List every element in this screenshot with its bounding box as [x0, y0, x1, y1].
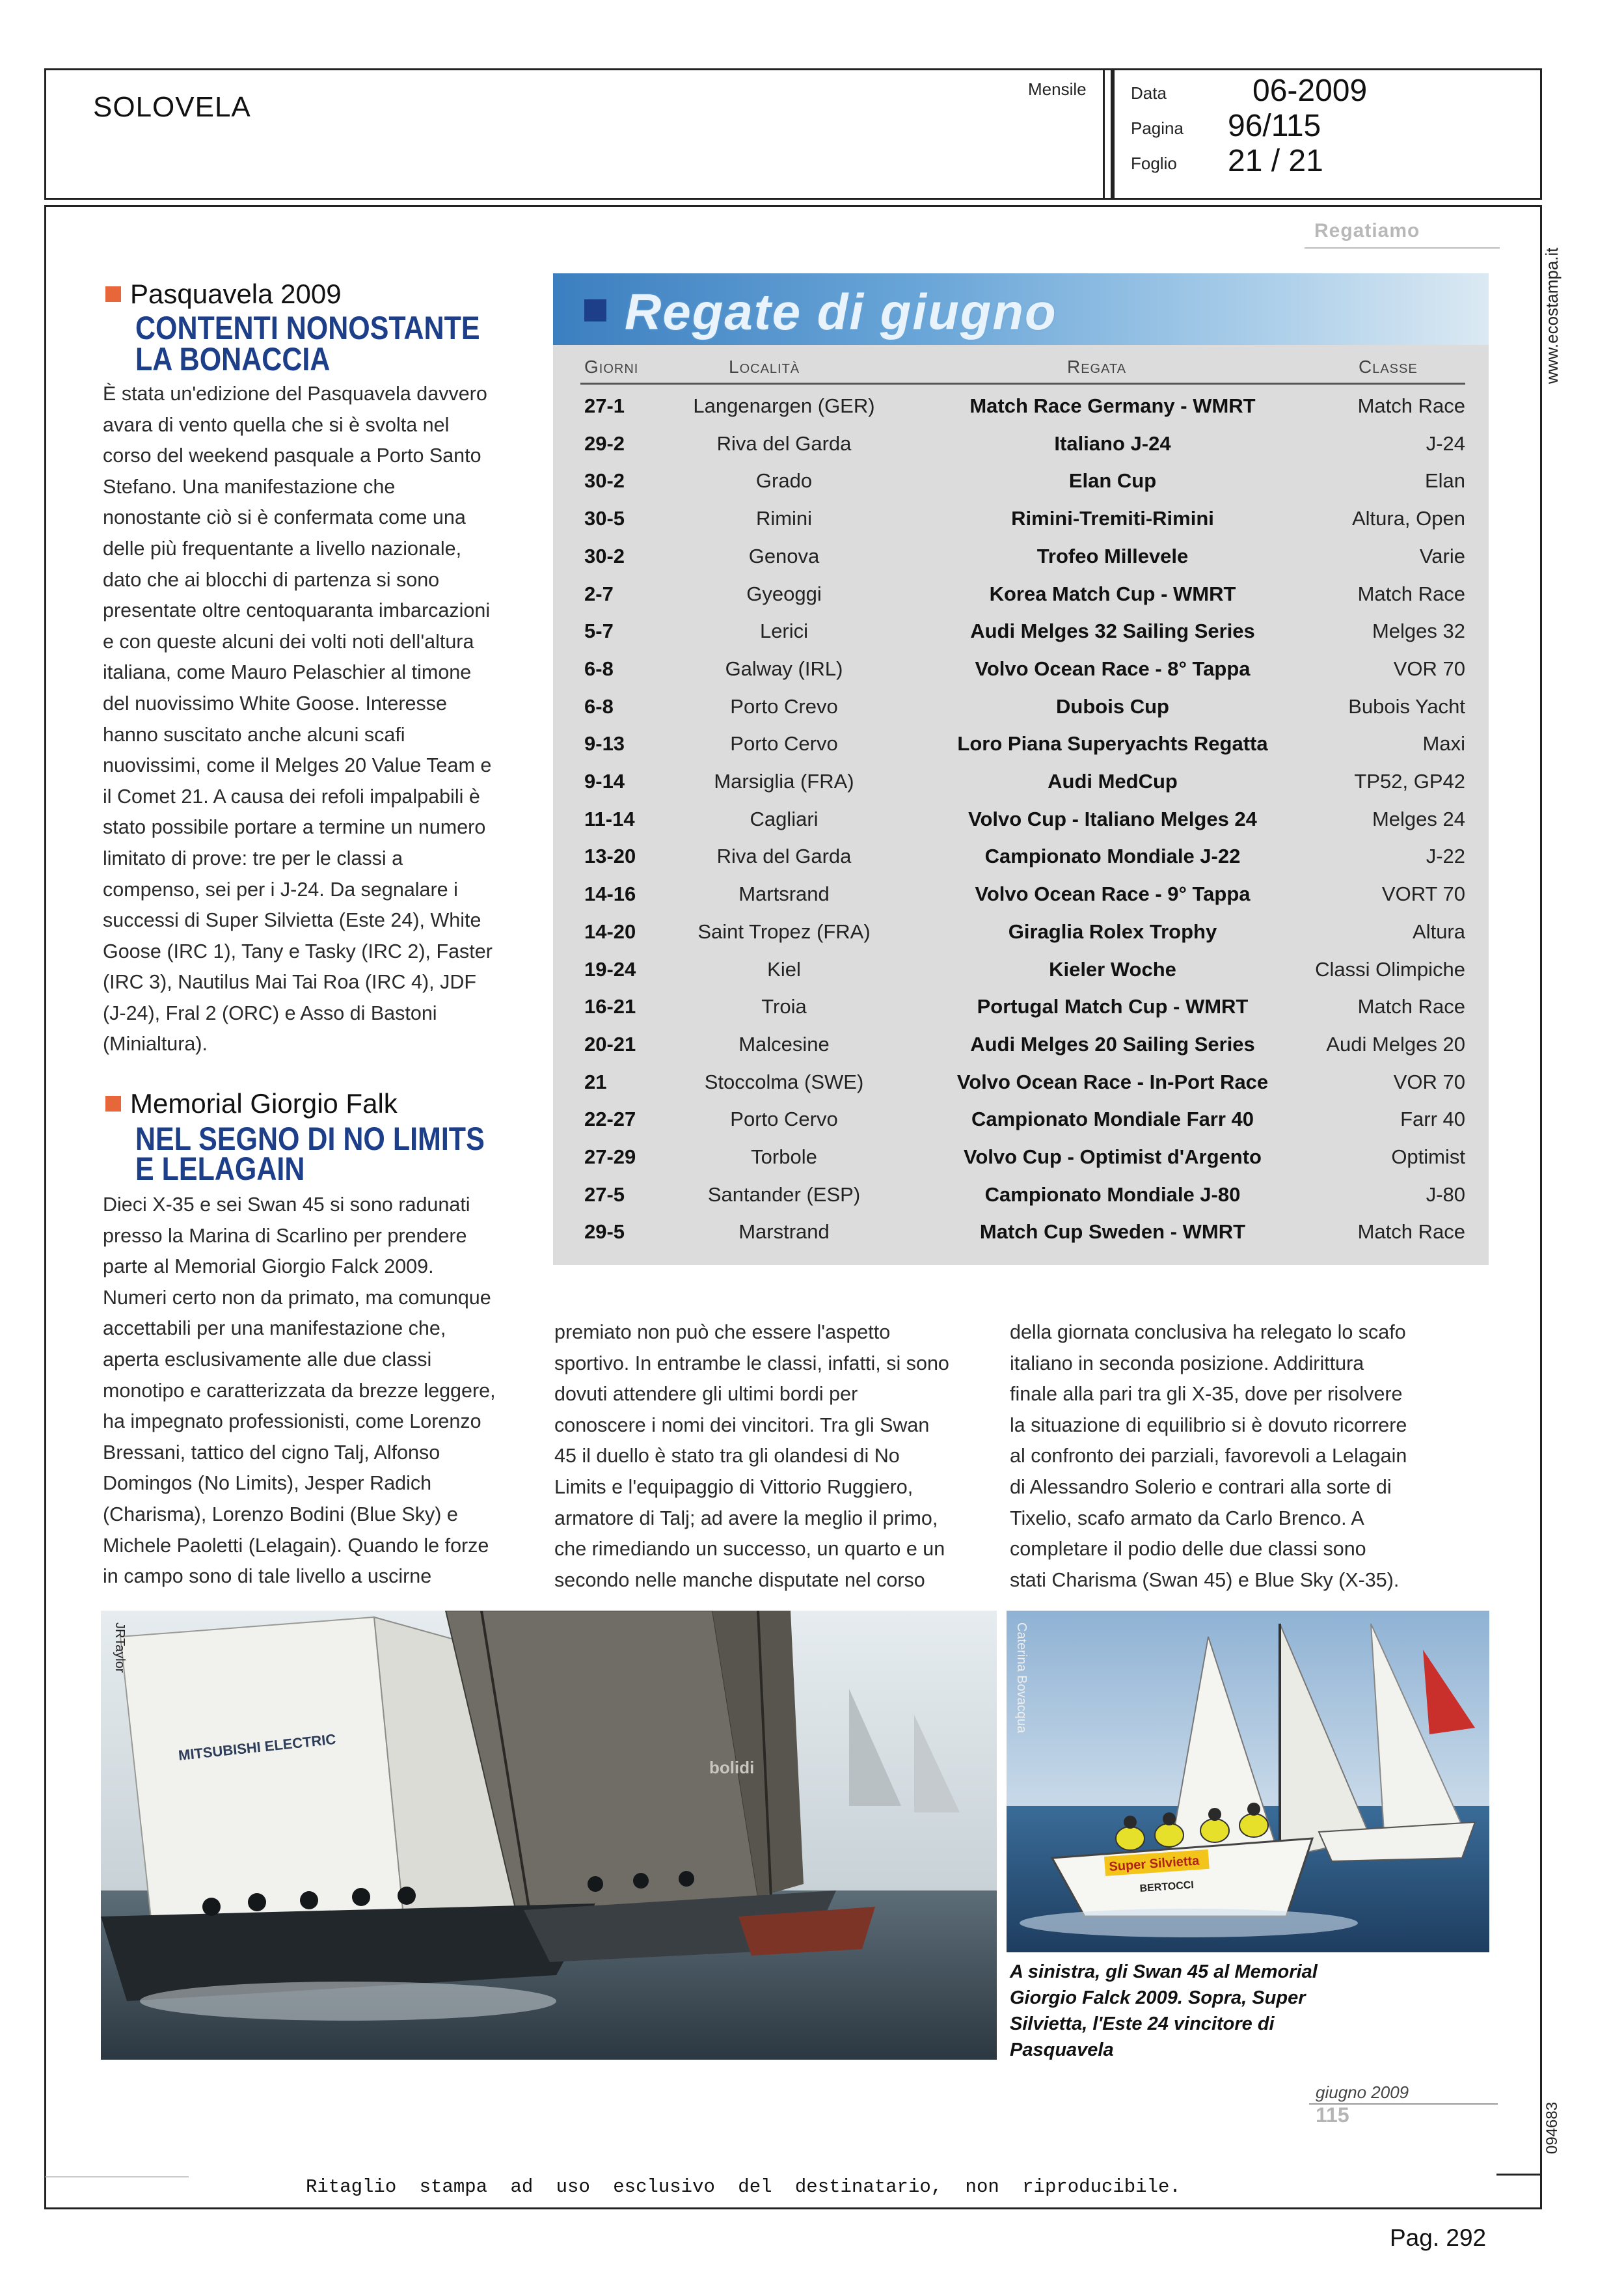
cell-regatta: Audi Melges 32 Sailing Series [970, 620, 1255, 643]
cell-regatta: Elan Cup [1068, 469, 1157, 493]
cell-class: VOR 70 [1393, 657, 1465, 680]
cell-regatta: Dubois Cup [1056, 694, 1169, 718]
cell-location: Riva del Garda [716, 845, 852, 868]
caption-line: Giorgio Falck 2009. Sopra, Super [1010, 1987, 1306, 2008]
cell-class: J-24 [1426, 431, 1465, 455]
cell-class: J-22 [1426, 845, 1465, 868]
text-line: Numeri certo non da primato, ma comunque [103, 1286, 491, 1309]
cell-class: Match Race [1357, 394, 1465, 417]
cell-regatta: Audi MedCup [1048, 770, 1178, 793]
cell-location: Lerici [759, 620, 809, 643]
col-header-regatta: Regata [1067, 357, 1127, 377]
cell-regatta: Kieler Woche [1049, 957, 1176, 981]
cell-location: Langenargen (GER) [693, 394, 875, 417]
text-line: dato che ai blocchi di partenza si sono [103, 568, 440, 591]
caption-line: Pasquavela [1010, 2040, 1114, 2060]
cell-class: Audi Melges 20 [1326, 1032, 1465, 1056]
header-box [44, 68, 1113, 200]
cell-class: Elan [1424, 469, 1465, 493]
cell-class: Match Race [1357, 1220, 1465, 1244]
cell-location: Saint Tropez (FRA) [697, 920, 871, 943]
text-line: presentate oltre centoquaranta imbarcazioni [103, 599, 491, 622]
sail-text-2: bolidi [709, 1758, 755, 1777]
regattas-table [553, 273, 1489, 1265]
cell-location: Stoccolma (SWE) [704, 1070, 864, 1093]
article2-headline-line1: NEL SEGNO DI NO LIMITS [135, 1121, 485, 1157]
cell-days: 30-2 [584, 544, 625, 567]
text-line: accettabili per una manifestazione che, [103, 1317, 446, 1340]
text-line: il Comet 21. A causa dei refoli impalpabili è [103, 785, 480, 808]
table-row [553, 763, 1489, 801]
publication-name: SOLOVELA [93, 91, 251, 123]
text-line: completare il podio delle due classi sono [1010, 1538, 1366, 1561]
table-row [553, 951, 1489, 989]
text-line: È stata un'edizione del Pasquavela davvero [103, 383, 487, 405]
cell-location: Malcesine [738, 1032, 830, 1056]
cell-location: Troia [761, 995, 807, 1018]
cell-class: Melges 32 [1372, 620, 1465, 643]
cell-regatta: Volvo Cup - Italiano Melges 24 [968, 807, 1257, 830]
orange-square-bullet [105, 286, 121, 302]
cell-location: Porto Cervo [730, 1108, 838, 1131]
cell-class: VOR 70 [1393, 1070, 1465, 1093]
hull-text-2: BERTOCCI [1139, 1879, 1195, 1894]
cell-regatta: Italiano J-24 [1054, 431, 1171, 455]
table-square-bullet [584, 299, 606, 321]
text-line: Bressani, tattico del cigno Talj, Alfonso [103, 1441, 440, 1464]
text-line: nuovissimi, come il Melges 20 Value Team e [103, 754, 492, 777]
text-line: hanno suscitato anche alcuni scafi [103, 723, 405, 746]
cell-days: 27-29 [584, 1145, 636, 1168]
cell-regatta: Match Race Germany - WMRT [969, 394, 1256, 417]
cell-regatta: Volvo Ocean Race - 8° Tappa [975, 657, 1251, 680]
text-line: (Minialtura). [103, 1033, 208, 1056]
cell-days: 9-13 [584, 732, 625, 756]
col-header-class: Classe [1359, 357, 1418, 377]
text-line: Stefano. Una manifestazione che [103, 475, 396, 498]
cell-days: 6-8 [584, 657, 614, 680]
page-value: 96/115 [1228, 109, 1321, 143]
cell-class: TP52, GP42 [1354, 770, 1465, 793]
table-row [553, 1214, 1489, 1251]
sheet-label: Foglio [1131, 154, 1177, 173]
table-row [553, 838, 1489, 876]
date-value: 06-2009 [1252, 74, 1368, 108]
table-row [553, 613, 1489, 651]
issue-month: giugno 2009 [1316, 2082, 1409, 2102]
text-line: Dieci X-35 e sei Swan 45 si sono radunati [103, 1194, 470, 1216]
hull-text: Super Silvietta [1108, 1853, 1200, 1874]
text-line: nonostante ciò si è confermata come una [103, 506, 466, 529]
sail-text-1: MITSUBISHI ELECTRIC [177, 1730, 337, 1764]
table-row [553, 1026, 1489, 1064]
cell-class: Farr 40 [1400, 1108, 1465, 1131]
cell-days: 22-27 [584, 1108, 636, 1131]
cell-location: Genova [748, 544, 820, 567]
cell-location: Riva del Garda [716, 431, 852, 455]
table-row [553, 1139, 1489, 1177]
text-line: stati Charisma (Swan 45) e Blue Sky (X-35). [1010, 1568, 1400, 1591]
text-line: secondo nelle manche disputate nel corso [554, 1568, 925, 1591]
photo-silvietta-image [1007, 1611, 1489, 1952]
text-line: al confronto dei parziali, favorevoli a Lelagain [1010, 1445, 1407, 1467]
cell-location: Grado [755, 469, 813, 493]
cell-regatta: Volvo Ocean Race - In-Port Race [956, 1070, 1269, 1093]
cell-days: 11-14 [584, 807, 635, 830]
cell-regatta: Campionato Mondiale J-80 [984, 1182, 1241, 1206]
section-tag-rule [1305, 247, 1500, 249]
cell-location: Porto Crevo [730, 694, 838, 718]
text-line: ha impegnato professionisti, come Lorenzo [103, 1410, 481, 1433]
table-row [553, 726, 1489, 763]
cell-class: Altura, Open [1351, 507, 1465, 530]
article1-headline-line2: LA BONACCIA [135, 341, 331, 377]
cell-regatta: Loro Piana Superyachts Regatta [957, 732, 1268, 756]
cell-regatta: Audi Melges 20 Sailing Series [970, 1032, 1255, 1056]
cell-days: 5-7 [584, 620, 614, 643]
text-line: Tixelio, scafo armato da Carlo Brenco. A [1010, 1507, 1364, 1529]
cell-days: 30-5 [584, 507, 625, 530]
cell-days: 16-21 [584, 995, 636, 1018]
cell-class: Optimist [1391, 1145, 1465, 1168]
side-url: www.ecostampa.it [1542, 247, 1562, 384]
photo-swan45-fleet [101, 1611, 997, 2060]
text-line: compenso, sei per i J-24. Da segnalare i [103, 878, 458, 901]
text-line: Michele Paoletti (Lelagain). Quando le forze [103, 1534, 489, 1557]
col-header-location: Località [729, 357, 800, 377]
cell-days: 20-21 [584, 1032, 636, 1056]
cell-days: 27-5 [584, 1182, 625, 1206]
table-row [553, 801, 1489, 839]
cell-days: 19-24 [584, 957, 636, 981]
table-row [553, 463, 1489, 500]
cell-regatta: Match Cup Sweden - WMRT [979, 1220, 1246, 1244]
table-title: Regate di giugno [625, 283, 1057, 340]
text-line: (Charisma), Lorenzo Bodini (Blue Sky) e [103, 1503, 458, 1525]
cell-regatta: Campionato Mondiale J-22 [984, 845, 1241, 868]
cell-days: 9-14 [584, 770, 625, 793]
table-row [553, 388, 1489, 426]
table-row [553, 426, 1489, 463]
cell-location: Rimini [755, 507, 813, 530]
text-line: successi di Super Silvietta (Este 24), White [103, 909, 481, 932]
col-header-days: Giorni [584, 357, 639, 377]
table-row [553, 576, 1489, 614]
photo-swan45-image [101, 1611, 997, 2060]
table-row [553, 689, 1489, 726]
table-row [553, 651, 1489, 689]
cell-days: 13-20 [584, 845, 636, 868]
article1-kicker: Pasquavela 2009 [105, 279, 342, 310]
text-line: italiano in seconda posizione. Addirittura [1010, 1352, 1364, 1374]
side-code: 094683 [1543, 2101, 1561, 2154]
text-line: conoscere i nomi dei vincitori. Tra gli Swan [554, 1413, 930, 1436]
text-line: (J-24), Fral 2 (ORC) e Asso di Bastoni [103, 1002, 437, 1024]
text-line: 45 il duello è stato tra gli olandesi di No [554, 1445, 900, 1467]
article2-body-col3 [1010, 1317, 1478, 1596]
cell-class: J-80 [1426, 1182, 1465, 1206]
cell-location: Santander (ESP) [707, 1182, 861, 1206]
text-line: in campo sono di tale livello a uscirne [103, 1565, 432, 1588]
text-line: che rimediando un successo, un quarto e un [554, 1538, 945, 1561]
text-line: Domingos (No Limits), Jesper Radich [103, 1472, 432, 1495]
cell-regatta: Trofeo Millevele [1036, 544, 1189, 567]
text-line: avara di vento quella che si è svolta nel [103, 413, 450, 436]
text-line: limitato di prove: tre per le classi a [103, 847, 403, 869]
table-row [553, 876, 1489, 914]
text-line: Goose (IRC 1), Tany e Tasky (IRC 2), Faster [103, 940, 493, 962]
text-line: finale alla pari tra gli X-35, dove per risolvere [1010, 1383, 1403, 1406]
table-row [553, 538, 1489, 576]
text-line: premiato non può che essere l'aspetto [554, 1321, 891, 1343]
text-line: aperta esclusivamente alle due classi [103, 1348, 432, 1371]
table-row [553, 1177, 1489, 1214]
cell-regatta: Campionato Mondiale Farr 40 [971, 1108, 1254, 1131]
cell-class: Melges 24 [1372, 807, 1465, 830]
article2-body-col1 [103, 1190, 526, 1592]
cell-location: Porto Cervo [730, 732, 838, 756]
table-row [553, 989, 1489, 1026]
article2-headline-line2: E LELAGAIN [135, 1151, 305, 1187]
caption-line: Silvietta, l'Este 24 vincitore di [1010, 2013, 1275, 2034]
cell-class: VORT 70 [1381, 882, 1465, 906]
caption-line: A sinistra, gli Swan 45 al Memorial [1010, 1961, 1318, 1982]
cell-location: Gyeoggi [746, 582, 822, 605]
text-line: Limits e l'equipaggio di Vittorio Ruggiero, [554, 1475, 914, 1498]
table-row [553, 1064, 1489, 1102]
cell-days: 29-5 [584, 1220, 625, 1244]
cell-location: Martsrand [738, 882, 830, 906]
photo-credit-left: JRTaylor [113, 1622, 127, 1673]
cell-class: Altura [1413, 920, 1465, 943]
cell-location: Marstrand [738, 1220, 830, 1244]
cell-class: Maxi [1422, 732, 1465, 756]
section-tag: Regatiamo [1314, 220, 1420, 241]
text-line: di Alessandro Solerio e contrari alla sorte di [1010, 1475, 1392, 1498]
page-label: Pagina [1131, 118, 1184, 138]
text-line: della giornata conclusiva ha relegato lo scafo [1010, 1321, 1406, 1343]
cell-class: Match Race [1357, 582, 1465, 605]
text-line: armatore di Talj; ad avere la meglio il primo, [554, 1507, 938, 1529]
cell-regatta: Volvo Cup - Optimist d'Argento [964, 1145, 1262, 1168]
text-line: del nuovissimo White Goose. Interesse [103, 692, 447, 715]
cell-location: Torbole [751, 1145, 817, 1168]
cell-days: 29-2 [584, 431, 625, 455]
cell-regatta: Giraglia Rolex Trophy [1008, 920, 1217, 943]
cell-regatta: Korea Match Cup - WMRT [989, 582, 1236, 605]
table-row [553, 1101, 1489, 1139]
article1-headline-line1: CONTENTI NONOSTANTE [135, 310, 480, 346]
table-row [553, 500, 1489, 538]
article2-kicker: Memorial Giorgio Falk [105, 1088, 398, 1119]
text-line: (IRC 3), Nautilus Mai Tai Roa (IRC 4), JDF [103, 971, 476, 994]
text-line: e con queste alcuni dei volti noti dell'altura [103, 630, 474, 653]
sheet-value: 21 / 21 [1228, 144, 1323, 178]
cell-days: 21 [584, 1070, 607, 1093]
cell-regatta: Portugal Match Cup - WMRT [977, 995, 1249, 1018]
orange-square-bullet [105, 1096, 121, 1112]
cell-days: 27-1 [584, 394, 625, 417]
text-line: corso del weekend pasquale a Porto Santo [103, 444, 481, 467]
cell-class: Varie [1419, 544, 1465, 567]
cell-regatta: Rimini-Tremiti-Rimini [1011, 507, 1214, 530]
text-line: parte al Memorial Giorgio Falck 2009. [103, 1255, 434, 1278]
cell-location: Marsiglia (FRA) [714, 770, 854, 793]
cell-location: Cagliari [750, 807, 819, 830]
text-line: delle più frequentante a livello nazionale, [103, 537, 462, 560]
text-line: stato possibile portare a termine un numero [103, 816, 486, 839]
cell-days: 2-7 [584, 582, 614, 605]
article2-body-col2 [554, 1317, 971, 1596]
date-label: Data [1131, 83, 1167, 103]
header-rule [580, 383, 1465, 385]
text-line: italiana, come Mauro Pelaschier al timone [103, 661, 472, 684]
clipping-disclaimer: Ritaglio stampa ad uso esclusivo del destinatario, non riproducibile. [306, 2176, 1181, 2198]
text-line: la situazione di equilibrio si è dovuto ricorrere [1010, 1413, 1407, 1436]
photo-super-silvietta [1007, 1611, 1489, 1952]
cell-days: 6-8 [584, 694, 614, 718]
cell-regatta: Volvo Ocean Race - 9° Tappa [975, 882, 1251, 906]
frequency-label: Mensile [1028, 79, 1087, 99]
page-reference: Pag. 292 [1390, 2224, 1487, 2251]
text-line: presso la Marina di Scarlino per prendere [103, 1224, 467, 1247]
table-row [553, 914, 1489, 951]
magazine-page-number: 115 [1316, 2103, 1349, 2127]
cell-location: Galway (IRL) [725, 657, 843, 680]
cell-location: Kiel [767, 957, 801, 981]
text-line: sportivo. In entrambe le classi, infatti, si sono [554, 1352, 949, 1374]
right-footer-rule [1496, 2174, 1541, 2176]
text-line: monotipo e caratterizzata da brezze leggere, [103, 1379, 496, 1402]
photo-credit-right: Caterina Bovacqua [1014, 1622, 1029, 1734]
cell-class: Bubois Yacht [1348, 694, 1465, 718]
cell-days: 14-20 [584, 920, 636, 943]
cell-class: Match Race [1357, 995, 1465, 1018]
article1-body [103, 379, 526, 1060]
text-line: dovuti attendere gli ultimi bordi per [554, 1383, 858, 1406]
left-footer-rule [46, 2176, 189, 2177]
cell-class: Classi Olimpiche [1315, 957, 1465, 981]
cell-days: 30-2 [584, 469, 625, 493]
header-divider [1103, 68, 1105, 200]
cell-days: 14-16 [584, 882, 636, 906]
photo-caption [1010, 1959, 1374, 2063]
